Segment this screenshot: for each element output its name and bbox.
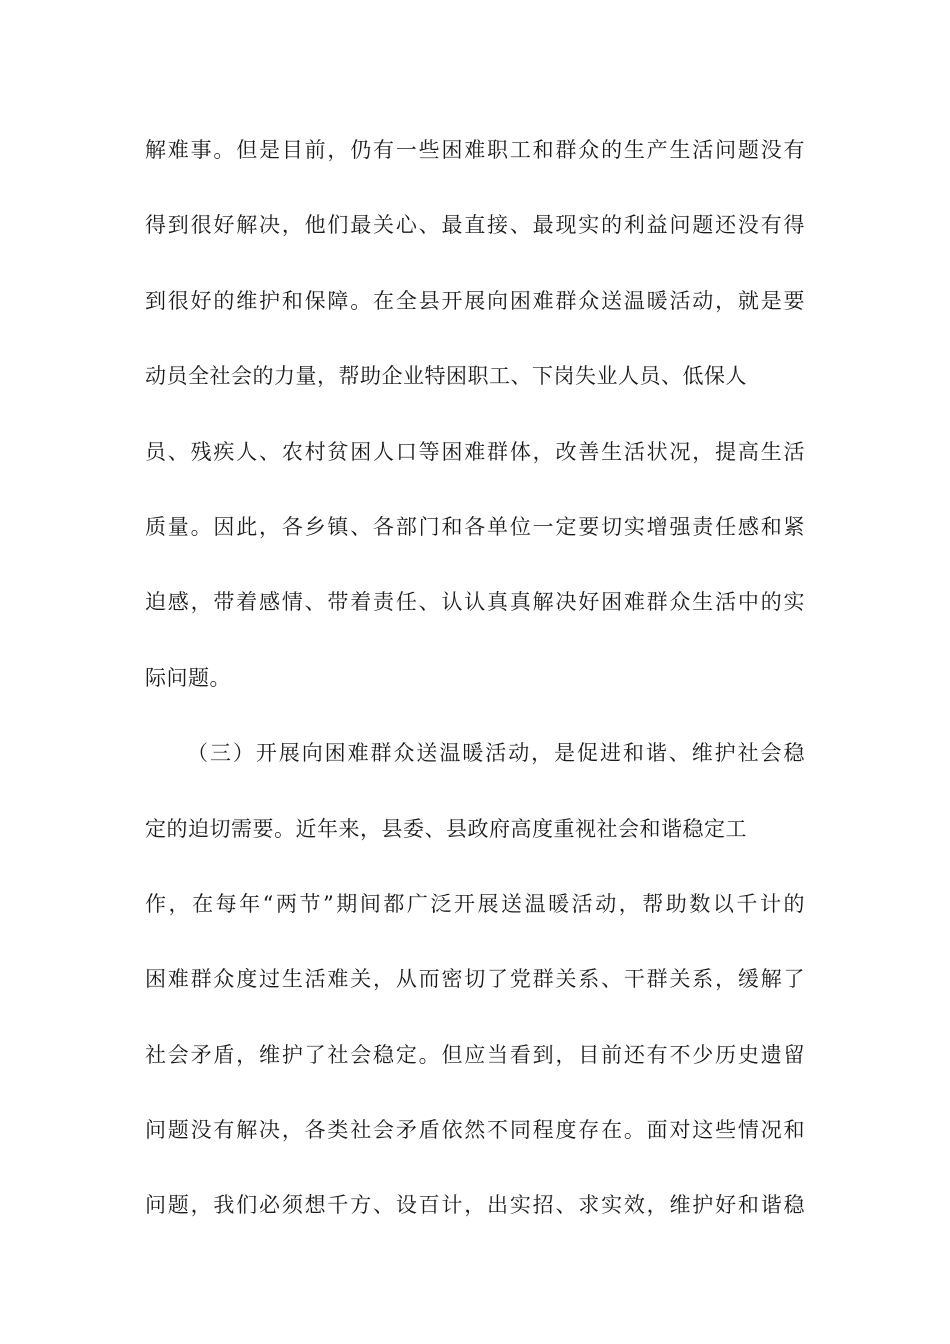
- text-line: 迫感，带着感情、带着责任、认认真真解决好困难群众生活中的实: [145, 590, 805, 615]
- text-line: 问题，我们必须想千方、设百计，出实招、求实效，维护好和谐稳: [145, 1193, 805, 1218]
- text-line: 社会矛盾，维护了社会稳定。但应当看到，目前还有不少历史遗留: [145, 1042, 805, 1067]
- text-line: 作，在每年“两节”期间都广泛开展送温暖活动，帮助数以千计的: [145, 891, 805, 916]
- document-body: [145, 134, 805, 1265]
- text-line: 得到很好解决，他们最关心、最直接、最现实的利益问题还没有得: [145, 213, 805, 238]
- text-line: 解难事。但是目前，仍有一些困难职工和群众的生产生活问题没有: [145, 138, 805, 162]
- text-line: 到很好的维护和保障。在全县开展向困难群众送温暖活动，就是要: [145, 288, 805, 313]
- text-line: 际问题。: [145, 665, 231, 690]
- text-line: 困难群众度过生活难关，从而密切了党群关系、干群关系，缓解了: [145, 967, 805, 992]
- text-line: 问题没有解决，各类社会矛盾依然不同程度存在。面对这些情况和: [145, 1118, 805, 1143]
- text-line: 定的迫切需要。近年来，县委、县政府高度重视社会和谐稳定工: [145, 816, 747, 841]
- text-line: 动员全社会的力量，帮助企业特困职工、下岗失业人员、低保人: [145, 364, 747, 389]
- text-line: 质量。因此，各乡镇、各部门和各单位一定要切实增强责任感和紧: [145, 514, 805, 539]
- paragraph-start-line: （三）开展向困难群众送温暖活动，是促进和谐、维护社会稳: [187, 741, 805, 766]
- text-line: 员、残疾人、农村贫困人口等困难群体，改善生活状况，提高生活: [145, 439, 805, 464]
